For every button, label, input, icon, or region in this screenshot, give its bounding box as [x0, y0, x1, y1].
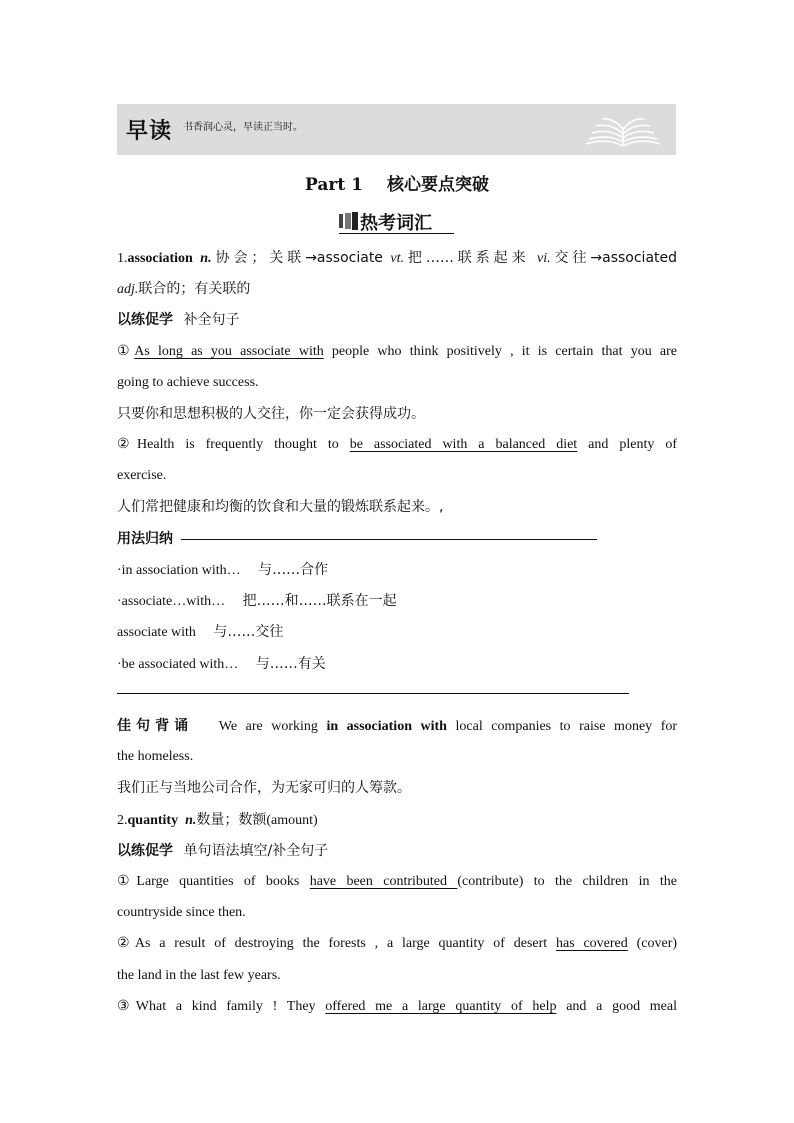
usage-top-rule: [181, 539, 597, 540]
entry-1-head: 1.association n.协会；关联→associate vt.把……联系起来 vi.交往→associated: [117, 250, 678, 266]
practice-label: 以练促学 补全句子: [117, 312, 240, 328]
example-sentence-cont: countryside since then.: [117, 905, 246, 920]
usage-bottom-rule: [117, 693, 629, 694]
usage-item: ·be associated with… 与……有关: [117, 656, 326, 672]
entry-1-head-cont: adj.联合的；有关联的: [117, 281, 251, 297]
headword: association: [127, 251, 193, 266]
early-reading-banner: [117, 104, 676, 155]
example-sentence-cont: the land in the last few years.: [117, 968, 281, 983]
practice-label: 以练促学 单句语法填空/补全句子: [117, 843, 329, 859]
banner-subtitle: 书香润心灵，早读正当时。: [183, 122, 303, 133]
entry-2-head: 2.quantity n.数量；数额(amount): [117, 812, 318, 828]
usage-item: associate with 与……交往: [117, 624, 284, 640]
example-sentence: ②Health is frequently thought to be associated with a balanced diet and plenty of: [117, 437, 677, 452]
translation: 只要你和思想积极的人交往，你一定会获得成功。: [117, 406, 425, 422]
example-sentence: ①Large quantities of books have been contributed (contribute) to the children in the: [117, 874, 677, 889]
banner-title: 早读: [126, 118, 173, 144]
answer-text: have been contributed: [309, 874, 458, 889]
good-sentence: 佳句背诵 We are working in association with local companies to raise money for: [117, 718, 678, 734]
open-book-icon: [582, 112, 664, 150]
part-label: Part 1: [305, 175, 363, 195]
example-sentence: ③What a kind family ! They offered me a large quantity of help and a good meal: [117, 999, 677, 1014]
good-sentence-cont: the homeless.: [117, 749, 194, 764]
part-title: [0, 170, 794, 195]
usage-item: ·associate…with… 把……和……联系在一起: [117, 593, 397, 609]
example-sentence-cont: going to achieve success.: [117, 375, 259, 390]
example-sentence: ②As a result of destroying the forests , a large quantity of desert has covered (cover): [117, 936, 678, 951]
example-sentence-cont: exercise.: [117, 468, 167, 483]
answer-text: offered me a large quantity of help: [325, 999, 557, 1014]
translation: 我们正与当地公司合作，为无家可归的人筹款。: [117, 780, 411, 796]
usage-label: 用法归纳: [117, 531, 173, 547]
translation: 人们常把健康和均衡的饮食和大量的锻炼联系起来。,: [117, 499, 444, 515]
section-heading-text: 热考词汇: [360, 213, 432, 234]
example-sentence: ①As long as you associate with people who think positively , it is certain that you are: [117, 344, 677, 359]
answer-text: be associated with a balanced diet: [349, 437, 578, 452]
headword: quantity: [127, 813, 179, 828]
section-marker-icon: [339, 212, 359, 230]
usage-item: ·in association with… 与……合作: [117, 562, 329, 578]
part-heading: 核心要点突破: [386, 175, 489, 195]
answer-text: As long as you associate with: [134, 344, 324, 359]
answer-text: has covered: [555, 936, 628, 951]
